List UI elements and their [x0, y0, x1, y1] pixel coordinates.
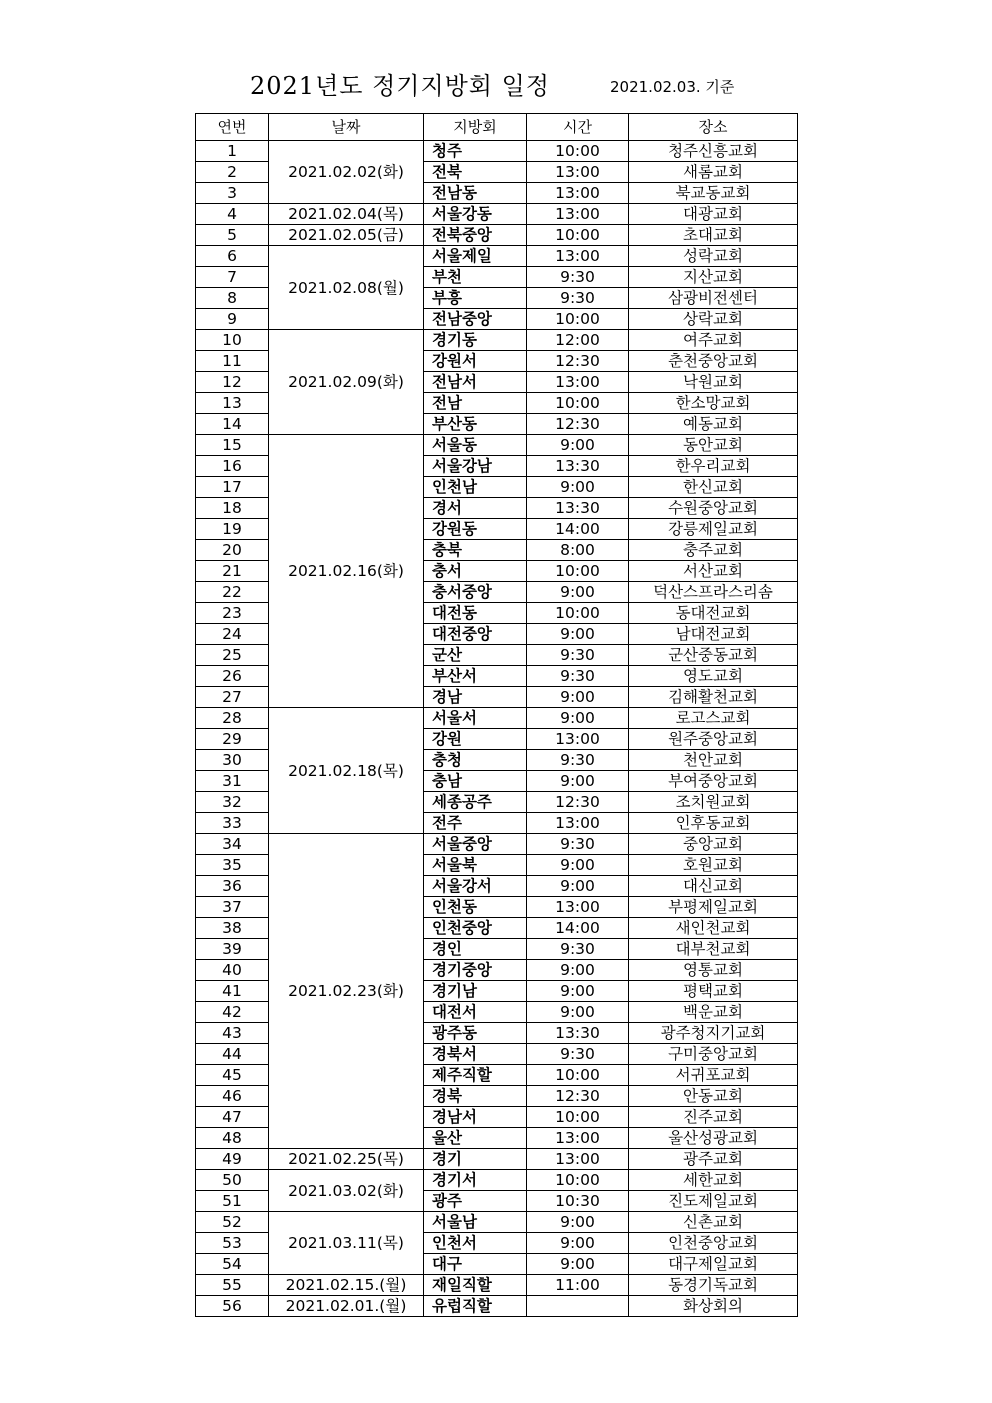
place-cell: 청주신흥교회: [629, 141, 798, 162]
row-number: 5: [196, 225, 269, 246]
place-cell: 백운교회: [629, 1002, 798, 1023]
place-cell: 호원교회: [629, 855, 798, 876]
place-cell: 상락교회: [629, 309, 798, 330]
branch-cell: 강원: [424, 729, 527, 750]
row-number: 46: [196, 1086, 269, 1107]
row-number: 48: [196, 1128, 269, 1149]
row-number: 26: [196, 666, 269, 687]
branch-cell: 충북: [424, 540, 527, 561]
table-row: [196, 246, 798, 267]
row-number: 39: [196, 939, 269, 960]
column-header-place: 장소: [629, 114, 798, 141]
schedule-body: [196, 141, 798, 1317]
row-number: 7: [196, 267, 269, 288]
time-cell: 8:00: [527, 540, 629, 561]
place-cell: 성락교회: [629, 246, 798, 267]
branch-cell: 전남중앙: [424, 309, 527, 330]
branch-cell: 경기: [424, 1149, 527, 1170]
branch-cell: 경남서: [424, 1107, 527, 1128]
time-cell: 9:00: [527, 876, 629, 897]
branch-cell: 서울남: [424, 1212, 527, 1233]
row-number: 1: [196, 141, 269, 162]
table-row: [196, 330, 798, 351]
place-cell: 여주교회: [629, 330, 798, 351]
row-number: 35: [196, 855, 269, 876]
branch-cell: 서울중앙: [424, 834, 527, 855]
place-cell: 수원중앙교회: [629, 498, 798, 519]
row-number: 34: [196, 834, 269, 855]
time-cell: 14:00: [527, 519, 629, 540]
row-number: 49: [196, 1149, 269, 1170]
branch-cell: 군산: [424, 645, 527, 666]
row-number: 16: [196, 456, 269, 477]
time-cell: 13:00: [527, 204, 629, 225]
place-cell: 진주교회: [629, 1107, 798, 1128]
place-cell: 남대전교회: [629, 624, 798, 645]
place-cell: 세한교회: [629, 1170, 798, 1191]
row-number: 27: [196, 687, 269, 708]
place-cell: 북교동교회: [629, 183, 798, 204]
place-cell: 천안교회: [629, 750, 798, 771]
row-number: 18: [196, 498, 269, 519]
time-cell: 9:30: [527, 666, 629, 687]
time-cell: 12:00: [527, 330, 629, 351]
time-cell: 10:00: [527, 1170, 629, 1191]
time-cell: 10:00: [527, 1107, 629, 1128]
row-number: 38: [196, 918, 269, 939]
table-row: [196, 141, 798, 162]
place-cell: 진도제일교회: [629, 1191, 798, 1212]
row-number: 8: [196, 288, 269, 309]
time-cell: 13:00: [527, 372, 629, 393]
branch-cell: 경서: [424, 498, 527, 519]
branch-cell: 대전동: [424, 603, 527, 624]
row-number: 56: [196, 1296, 269, 1317]
place-cell: 대신교회: [629, 876, 798, 897]
time-cell: 13:00: [527, 162, 629, 183]
time-cell: 9:00: [527, 1233, 629, 1254]
branch-cell: 경기남: [424, 981, 527, 1002]
date-cell: 2021.02.08(월): [269, 246, 424, 330]
date-cell: 2021.03.11(목): [269, 1212, 424, 1275]
place-cell: 인천중앙교회: [629, 1233, 798, 1254]
branch-cell: 전주: [424, 813, 527, 834]
branch-cell: 부천: [424, 267, 527, 288]
row-number: 20: [196, 540, 269, 561]
branch-cell: 부산서: [424, 666, 527, 687]
branch-cell: 인천서: [424, 1233, 527, 1254]
row-number: 23: [196, 603, 269, 624]
place-cell: 안동교회: [629, 1086, 798, 1107]
table-row: [196, 435, 798, 456]
row-number: 32: [196, 792, 269, 813]
place-cell: 예동교회: [629, 414, 798, 435]
row-number: 29: [196, 729, 269, 750]
row-number: 24: [196, 624, 269, 645]
branch-cell: 인천남: [424, 477, 527, 498]
time-cell: [527, 1296, 629, 1317]
branch-cell: 인천중앙: [424, 918, 527, 939]
row-number: 25: [196, 645, 269, 666]
place-cell: 원주중앙교회: [629, 729, 798, 750]
time-cell: 9:30: [527, 288, 629, 309]
date-cell: 2021.03.02(화): [269, 1170, 424, 1212]
branch-cell: 제주직할: [424, 1065, 527, 1086]
row-number: 36: [196, 876, 269, 897]
time-cell: 9:00: [527, 855, 629, 876]
row-number: 52: [196, 1212, 269, 1233]
time-cell: 13:00: [527, 183, 629, 204]
branch-cell: 대전중앙: [424, 624, 527, 645]
time-cell: 10:00: [527, 1065, 629, 1086]
branch-cell: 경남: [424, 687, 527, 708]
time-cell: 10:00: [527, 393, 629, 414]
row-number: 13: [196, 393, 269, 414]
basis-date: 2021.02.03. 기준: [610, 78, 735, 96]
row-number: 31: [196, 771, 269, 792]
place-cell: 덕산스프라스리솜: [629, 582, 798, 603]
date-cell: 2021.02.01.(월): [269, 1296, 424, 1317]
time-cell: 9:00: [527, 435, 629, 456]
place-cell: 춘천중앙교회: [629, 351, 798, 372]
row-number: 42: [196, 1002, 269, 1023]
place-cell: 동대전교회: [629, 603, 798, 624]
column-header-branch: 지방회: [424, 114, 527, 141]
time-cell: 9:00: [527, 1254, 629, 1275]
place-cell: 대부천교회: [629, 939, 798, 960]
place-cell: 한우리교회: [629, 456, 798, 477]
branch-cell: 전남서: [424, 372, 527, 393]
time-cell: 13:00: [527, 729, 629, 750]
time-cell: 9:30: [527, 750, 629, 771]
date-cell: 2021.02.05(금): [269, 225, 424, 246]
place-cell: 초대교회: [629, 225, 798, 246]
branch-cell: 전북중앙: [424, 225, 527, 246]
branch-cell: 인천동: [424, 897, 527, 918]
time-cell: 12:30: [527, 1086, 629, 1107]
time-cell: 13:00: [527, 1149, 629, 1170]
time-cell: 13:30: [527, 498, 629, 519]
branch-cell: 서울강남: [424, 456, 527, 477]
date-cell: 2021.02.09(화): [269, 330, 424, 435]
row-number: 12: [196, 372, 269, 393]
table-row: [196, 1212, 798, 1233]
row-number: 50: [196, 1170, 269, 1191]
time-cell: 11:00: [527, 1275, 629, 1296]
row-number: 14: [196, 414, 269, 435]
row-number: 45: [196, 1065, 269, 1086]
branch-cell: 충청: [424, 750, 527, 771]
row-number: 54: [196, 1254, 269, 1275]
place-cell: 충주교회: [629, 540, 798, 561]
time-cell: 10:30: [527, 1191, 629, 1212]
branch-cell: 충서: [424, 561, 527, 582]
branch-cell: 강원동: [424, 519, 527, 540]
place-cell: 조치원교회: [629, 792, 798, 813]
branch-cell: 경북: [424, 1086, 527, 1107]
branch-cell: 재일직할: [424, 1275, 527, 1296]
place-cell: 지산교회: [629, 267, 798, 288]
row-number: 15: [196, 435, 269, 456]
row-number: 28: [196, 708, 269, 729]
place-cell: 한소망교회: [629, 393, 798, 414]
branch-cell: 서울동: [424, 435, 527, 456]
branch-cell: 전남: [424, 393, 527, 414]
date-cell: 2021.02.16(화): [269, 435, 424, 708]
place-cell: 영도교회: [629, 666, 798, 687]
time-cell: 13:30: [527, 456, 629, 477]
table-row: [196, 1296, 798, 1317]
place-cell: 광주교회: [629, 1149, 798, 1170]
date-cell: 2021.02.25(목): [269, 1149, 424, 1170]
row-number: 40: [196, 960, 269, 981]
place-cell: 낙원교회: [629, 372, 798, 393]
place-cell: 서산교회: [629, 561, 798, 582]
branch-cell: 서울강동: [424, 204, 527, 225]
branch-cell: 울산: [424, 1128, 527, 1149]
time-cell: 9:30: [527, 939, 629, 960]
row-number: 43: [196, 1023, 269, 1044]
branch-cell: 부산동: [424, 414, 527, 435]
place-cell: 대광교회: [629, 204, 798, 225]
branch-cell: 서울제일: [424, 246, 527, 267]
place-cell: 구미중앙교회: [629, 1044, 798, 1065]
row-number: 47: [196, 1107, 269, 1128]
date-cell: 2021.02.02(화): [269, 141, 424, 204]
time-cell: 9:00: [527, 960, 629, 981]
place-cell: 로고스교회: [629, 708, 798, 729]
place-cell: 새롬교회: [629, 162, 798, 183]
row-number: 30: [196, 750, 269, 771]
branch-cell: 강원서: [424, 351, 527, 372]
date-cell: 2021.02.23(화): [269, 834, 424, 1149]
time-cell: 13:00: [527, 1128, 629, 1149]
row-number: 11: [196, 351, 269, 372]
row-number: 22: [196, 582, 269, 603]
place-cell: 동안교회: [629, 435, 798, 456]
branch-cell: 광주동: [424, 1023, 527, 1044]
row-number: 37: [196, 897, 269, 918]
time-cell: 9:00: [527, 687, 629, 708]
table-row: [196, 1170, 798, 1191]
row-number: 10: [196, 330, 269, 351]
row-number: 4: [196, 204, 269, 225]
branch-cell: 대전서: [424, 1002, 527, 1023]
branch-cell: 서울강서: [424, 876, 527, 897]
date-cell: 2021.02.15.(월): [269, 1275, 424, 1296]
column-header-no: 연번: [196, 114, 269, 141]
place-cell: 부여중앙교회: [629, 771, 798, 792]
place-cell: 평택교회: [629, 981, 798, 1002]
row-number: 19: [196, 519, 269, 540]
page-title: 2021년도 정기지방회 일정: [250, 72, 550, 100]
place-cell: 중앙교회: [629, 834, 798, 855]
table-row: [196, 834, 798, 855]
time-cell: 10:00: [527, 141, 629, 162]
place-cell: 동경기독교회: [629, 1275, 798, 1296]
place-cell: 삼광비전센터: [629, 288, 798, 309]
branch-cell: 경북서: [424, 1044, 527, 1065]
branch-cell: 청주: [424, 141, 527, 162]
time-cell: 10:00: [527, 561, 629, 582]
place-cell: 화상회의: [629, 1296, 798, 1317]
place-cell: 울산성광교회: [629, 1128, 798, 1149]
place-cell: 부평제일교회: [629, 897, 798, 918]
row-number: 21: [196, 561, 269, 582]
row-number: 41: [196, 981, 269, 1002]
table-row: [196, 204, 798, 225]
time-cell: 13:00: [527, 246, 629, 267]
row-number: 3: [196, 183, 269, 204]
time-cell: 9:30: [527, 1044, 629, 1065]
column-header-date: 날짜: [269, 114, 424, 141]
column-header-time: 시간: [527, 114, 629, 141]
branch-cell: 세종공주: [424, 792, 527, 813]
time-cell: 9:00: [527, 1002, 629, 1023]
time-cell: 13:30: [527, 1023, 629, 1044]
branch-cell: 전북: [424, 162, 527, 183]
time-cell: 10:00: [527, 225, 629, 246]
row-number: 53: [196, 1233, 269, 1254]
time-cell: 10:00: [527, 603, 629, 624]
table-row: [196, 1149, 798, 1170]
branch-cell: 유럽직할: [424, 1296, 527, 1317]
time-cell: 9:00: [527, 708, 629, 729]
row-number: 44: [196, 1044, 269, 1065]
place-cell: 서귀포교회: [629, 1065, 798, 1086]
row-number: 6: [196, 246, 269, 267]
branch-cell: 경기중앙: [424, 960, 527, 981]
time-cell: 13:00: [527, 897, 629, 918]
place-cell: 광주청지기교회: [629, 1023, 798, 1044]
time-cell: 12:30: [527, 792, 629, 813]
place-cell: 대구제일교회: [629, 1254, 798, 1275]
time-cell: 9:30: [527, 834, 629, 855]
branch-cell: 서울서: [424, 708, 527, 729]
branch-cell: 경기서: [424, 1170, 527, 1191]
time-cell: 9:00: [527, 582, 629, 603]
place-cell: 강릉제일교회: [629, 519, 798, 540]
row-number: 33: [196, 813, 269, 834]
branch-cell: 경인: [424, 939, 527, 960]
time-cell: 9:30: [527, 645, 629, 666]
branch-cell: 부흥: [424, 288, 527, 309]
time-cell: 9:30: [527, 267, 629, 288]
time-cell: 9:00: [527, 771, 629, 792]
branch-cell: 경기동: [424, 330, 527, 351]
table-row: [196, 225, 798, 246]
date-cell: 2021.02.04(목): [269, 204, 424, 225]
time-cell: 12:30: [527, 351, 629, 372]
time-cell: 12:30: [527, 414, 629, 435]
schedule-table: [195, 113, 798, 1317]
branch-cell: 충남: [424, 771, 527, 792]
row-number: 2: [196, 162, 269, 183]
time-cell: 9:00: [527, 477, 629, 498]
time-cell: 14:00: [527, 918, 629, 939]
place-cell: 군산중동교회: [629, 645, 798, 666]
time-cell: 9:00: [527, 1212, 629, 1233]
time-cell: 13:00: [527, 813, 629, 834]
table-row: [196, 708, 798, 729]
place-cell: 신촌교회: [629, 1212, 798, 1233]
place-cell: 새인천교회: [629, 918, 798, 939]
time-cell: 9:00: [527, 981, 629, 1002]
branch-cell: 전남동: [424, 183, 527, 204]
table-row: [196, 1275, 798, 1296]
place-cell: 인후동교회: [629, 813, 798, 834]
place-cell: 영통교회: [629, 960, 798, 981]
header-row: [196, 114, 798, 141]
row-number: 17: [196, 477, 269, 498]
branch-cell: 대구: [424, 1254, 527, 1275]
date-cell: 2021.02.18(목): [269, 708, 424, 834]
time-cell: 10:00: [527, 309, 629, 330]
time-cell: 9:00: [527, 624, 629, 645]
branch-cell: 서울북: [424, 855, 527, 876]
branch-cell: 광주: [424, 1191, 527, 1212]
place-cell: 김해활천교회: [629, 687, 798, 708]
row-number: 55: [196, 1275, 269, 1296]
branch-cell: 충서중앙: [424, 582, 527, 603]
row-number: 51: [196, 1191, 269, 1212]
place-cell: 한신교회: [629, 477, 798, 498]
row-number: 9: [196, 309, 269, 330]
